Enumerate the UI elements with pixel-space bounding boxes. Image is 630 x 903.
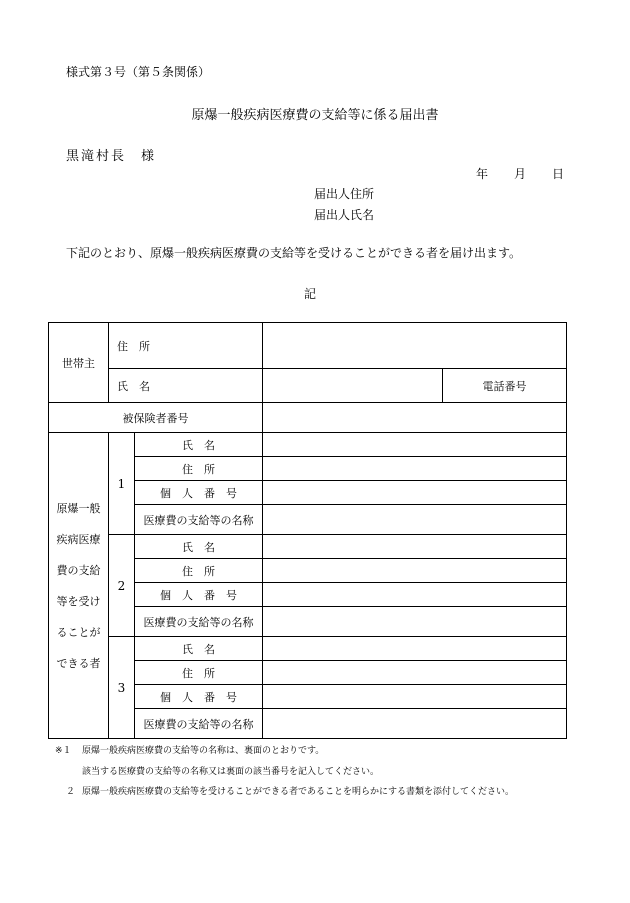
entry-name-field[interactable] [263, 433, 567, 457]
entry-benefit-name-field[interactable] [263, 505, 567, 535]
entry-benefit-name-field[interactable] [263, 607, 567, 637]
entry-name-label: 氏 名 [135, 637, 263, 661]
page-title: 原爆一般疾病医療費の支給等に係る届出書 [191, 108, 439, 123]
note-2: 原爆一般疾病医療費の支給等を受けることができる者であることを明らかにする書類を添付してください。 [82, 787, 515, 797]
entry-name-field[interactable] [263, 637, 567, 661]
entry-address-label: 住 所 [135, 457, 263, 481]
entry-number: 3 [109, 637, 135, 739]
intro-text: 下記のとおり、原爆一般疾病医療費の支給等を受けることができる者を届け出ます。 [66, 246, 522, 260]
entry-address-label: 住 所 [135, 559, 263, 583]
date-month: 月 [514, 167, 527, 181]
entry-name-field[interactable] [263, 535, 567, 559]
form-number: 様式第３号（第５条関係） [66, 65, 211, 79]
eligible-line: 原爆一般 [56, 501, 101, 515]
entry-number: 1 [109, 433, 135, 535]
head-address-field[interactable] [263, 323, 567, 369]
note-1: 原爆一般疾病医療費の支給等の名称は、裏面のとおりです。 [82, 746, 325, 756]
insured-number-field[interactable] [263, 403, 567, 433]
eligible-line: 等を受け [56, 594, 101, 608]
eligible-persons-label [49, 433, 109, 739]
entry-benefit-name-label: 医療費の支給等の名称 [135, 709, 263, 739]
entry-number: 2 [109, 535, 135, 637]
addressee: 黒滝村長 様 [66, 149, 157, 164]
entry-address-field[interactable] [263, 457, 567, 481]
household-head-label: 世帯主 [49, 323, 109, 403]
ki-label: 記 [304, 287, 317, 301]
note-mark: ※１ [55, 746, 72, 756]
note-1b: 該当する医療費の支給等の名称又は裏面の該当番号を記入してください。 [82, 767, 380, 777]
eligible-line: 費の支給 [56, 563, 101, 577]
applicant-address-label: 届出人住所 [314, 187, 375, 201]
entry-personal-number-label: 個 人 番 号 [135, 685, 263, 709]
entry-address-label: 住 所 [135, 661, 263, 685]
entry-benefit-name-label: 医療費の支給等の名称 [135, 607, 263, 637]
date-year: 年 [476, 167, 489, 181]
entry-personal-number-label: 個 人 番 号 [135, 481, 263, 505]
head-name-label: 氏 名 [109, 369, 263, 403]
entry-name-label: 氏 名 [135, 535, 263, 559]
eligible-line: できる者 [56, 656, 101, 670]
notification-table [48, 322, 567, 739]
entry-personal-number-field[interactable] [263, 685, 567, 709]
entry-benefit-name-label: 医療費の支給等の名称 [135, 505, 263, 535]
entry-personal-number-field[interactable] [263, 583, 567, 607]
eligible-line: 疾病医療 [56, 532, 101, 546]
head-name-field[interactable] [263, 369, 443, 403]
insured-number-label: 被保険者番号 [49, 403, 263, 433]
date-day: 日 [552, 167, 565, 181]
head-address-label: 住 所 [109, 323, 263, 369]
applicant-name-label: 届出人氏名 [314, 208, 375, 222]
entry-address-field[interactable] [263, 559, 567, 583]
note-2-number: ２ [66, 787, 76, 797]
entry-personal-number-label: 個 人 番 号 [135, 583, 263, 607]
entry-address-field[interactable] [263, 661, 567, 685]
eligible-line: ることが [56, 625, 101, 639]
entry-name-label: 氏 名 [135, 433, 263, 457]
phone-label: 電話番号 [443, 369, 567, 403]
entry-personal-number-field[interactable] [263, 481, 567, 505]
entry-benefit-name-field[interactable] [263, 709, 567, 739]
